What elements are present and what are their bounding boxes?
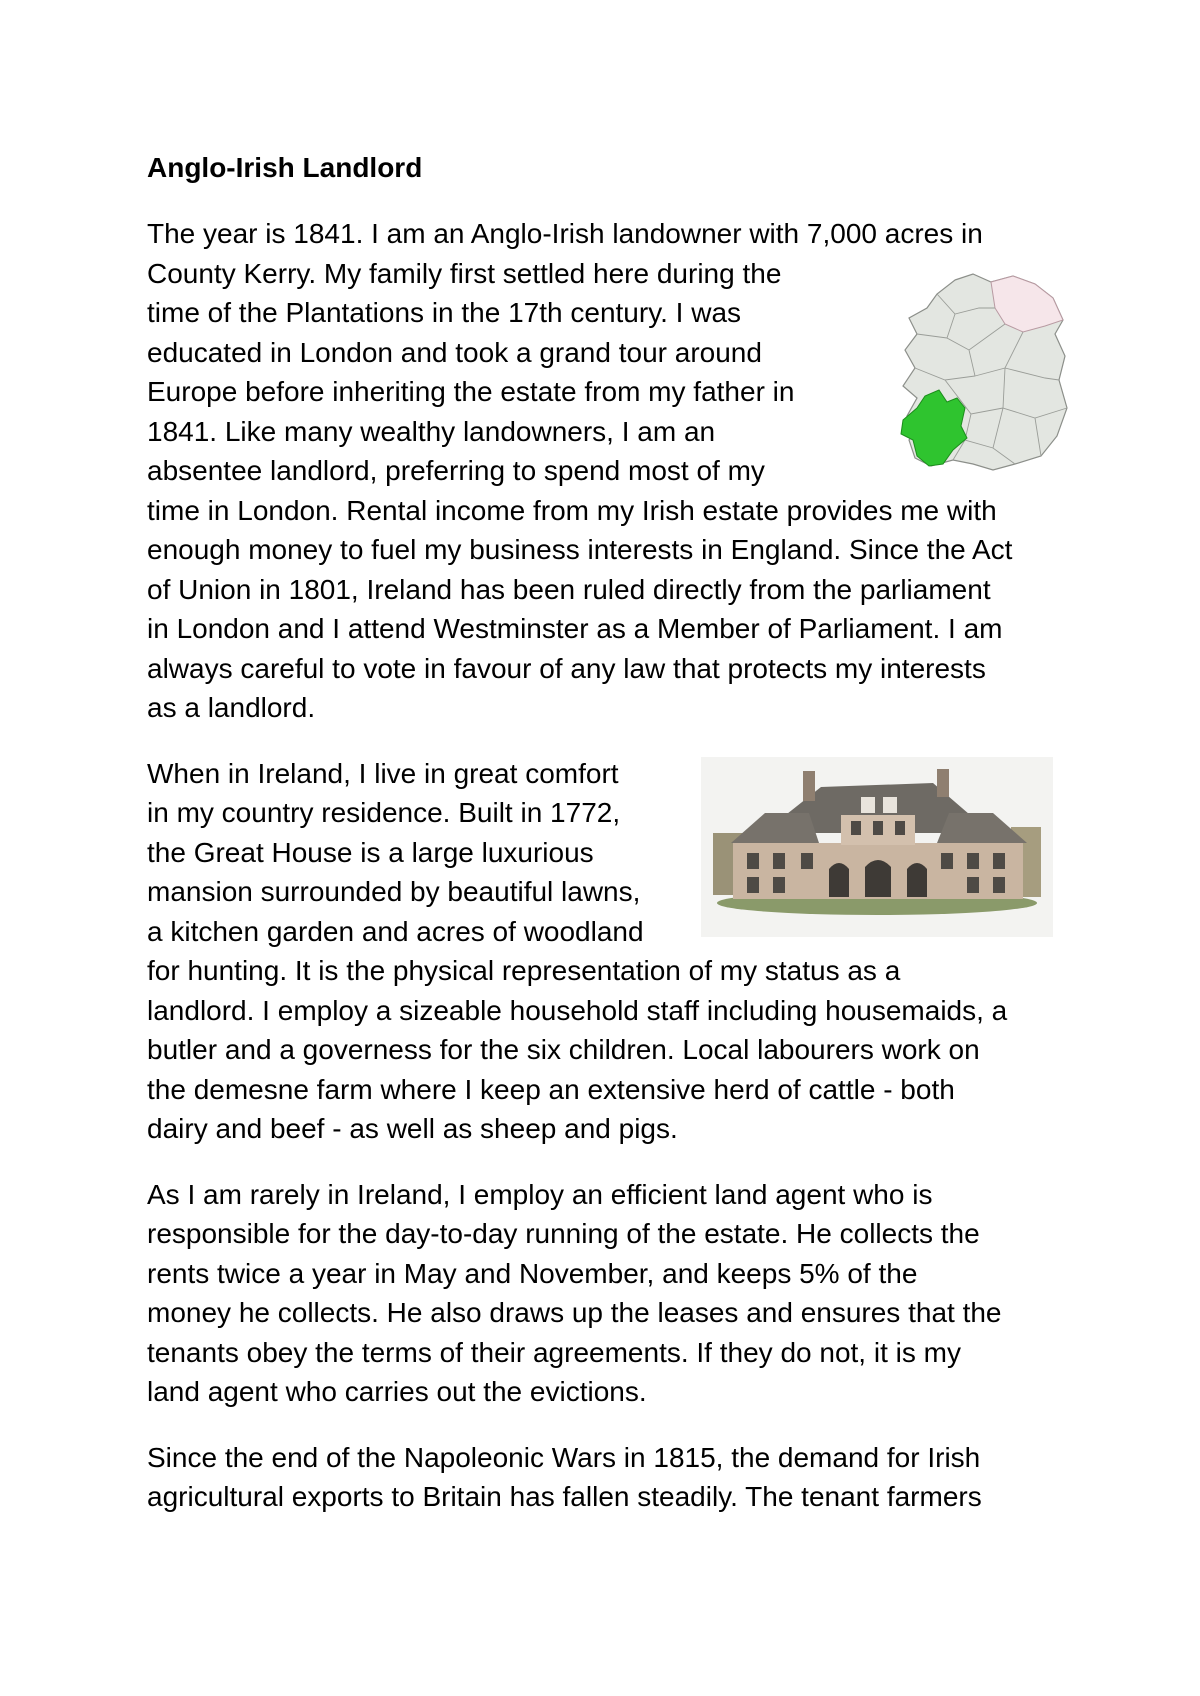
left-wing-roof <box>731 813 819 843</box>
paragraph-line: educated in London and took a grand tour around <box>147 336 762 368</box>
paragraph-line: as a landlord. <box>147 692 316 723</box>
paragraph-line: agricultural exports to Britain has fallen steadily. The tenant farmers <box>147 1481 982 1512</box>
paragraph-line: time in London. Rental income from my Irish estate provides me with <box>147 494 997 526</box>
paragraph-line: 1841. Like many wealthy landowners, I am an <box>147 415 716 447</box>
paragraph-line: responsible for the day-to-day running of the estate. He collects the <box>147 1218 980 1249</box>
spacer <box>147 1412 1067 1438</box>
ireland-map-icon <box>895 268 1070 488</box>
paragraph-line: in my country residence. Built in 1772, <box>147 797 621 828</box>
paragraph-line: enough money to fuel my business interests in England. Since the Act <box>147 534 1013 565</box>
paragraph-line: time of the Plantations in the 17th century. I was <box>147 297 742 328</box>
paragraph-line: tenants obey the terms of their agreements. If they do not, it is my <box>147 1336 961 1368</box>
chimney-left <box>803 771 815 801</box>
paragraph-line: The year is 1841. I am an Anglo-Irish landowner with 7,000 acres in <box>147 218 983 249</box>
arch-1 <box>829 863 849 897</box>
arch-3 <box>907 863 927 897</box>
paragraph-line: absentee landlord, preferring to spend most of my <box>147 455 765 486</box>
chimney-right <box>937 769 949 797</box>
paragraph-line: County Kerry. My family first settled here during the <box>147 257 782 289</box>
arch-door <box>865 860 891 897</box>
paragraph-line: Since the end of the Napoleonic Wars in 1815, the demand for Irish <box>147 1441 981 1473</box>
spacer <box>147 1149 1067 1175</box>
window-6 <box>993 853 1005 869</box>
spacer <box>147 728 1067 754</box>
window-12 <box>967 877 979 893</box>
window-1 <box>747 853 759 869</box>
paragraph-line: land agent who carries out the evictions. <box>147 1376 647 1407</box>
window-11 <box>773 877 785 893</box>
window-10 <box>747 877 759 893</box>
paragraph-line: rents twice a year in May and November, and keeps 5% of the <box>147 1257 918 1289</box>
paragraph-line: As I am rarely in Ireland, I employ an efficient land agent who is <box>147 1178 933 1210</box>
window-9 <box>895 821 905 835</box>
window-5 <box>967 853 979 869</box>
window-7 <box>851 821 861 835</box>
document-title: Anglo-Irish Landlord <box>147 152 423 183</box>
paragraph-line: dairy and beef - as well as sheep and pigs. <box>147 1113 678 1144</box>
mansion-image <box>701 757 1053 937</box>
window-8 <box>873 821 883 835</box>
paragraph-line: of Union in 1801, Ireland has been ruled directly from the parliament <box>147 573 991 605</box>
paragraph-line: for hunting. It is the physical representation of my status as a <box>147 955 901 986</box>
paragraph-line: a kitchen garden and acres of woodland <box>147 915 644 947</box>
paragraph-line: the Great House is a large luxurious <box>147 836 594 868</box>
spacer <box>147 187 1067 214</box>
paragraph-line: Europe before inheriting the estate from my father in <box>147 376 795 407</box>
paragraph-line: in London and I attend Westminster as a Member of Parliament. I am <box>147 613 1003 644</box>
paragraph-line: When in Ireland, I live in great comfort <box>147 757 619 789</box>
window-3 <box>801 853 813 869</box>
dormer-1 <box>861 797 875 813</box>
dormer-2 <box>883 797 897 813</box>
paragraph-line: the demesne farm where I keep an extensive herd of cattle - both <box>147 1073 955 1105</box>
paragraph-line: mansion surrounded by beautiful lawns, <box>147 876 641 907</box>
paragraph-line: money he collects. He also draws up the leases and ensures that the <box>147 1297 1002 1328</box>
paragraph-3 <box>147 1175 1067 1412</box>
paragraph-line: always careful to vote in favour of any law that protects my interests <box>147 652 986 684</box>
paragraph-4 <box>147 1438 1067 1517</box>
paragraph-line: landlord. I employ a sizeable household staff including housemaids, a <box>147 994 1008 1026</box>
paragraph-line: butler and a governess for the six children. Local labourers work on <box>147 1034 980 1065</box>
window-4 <box>941 853 953 869</box>
mansion-icon <box>701 757 1053 937</box>
window-13 <box>993 877 1005 893</box>
window-2 <box>773 853 785 869</box>
